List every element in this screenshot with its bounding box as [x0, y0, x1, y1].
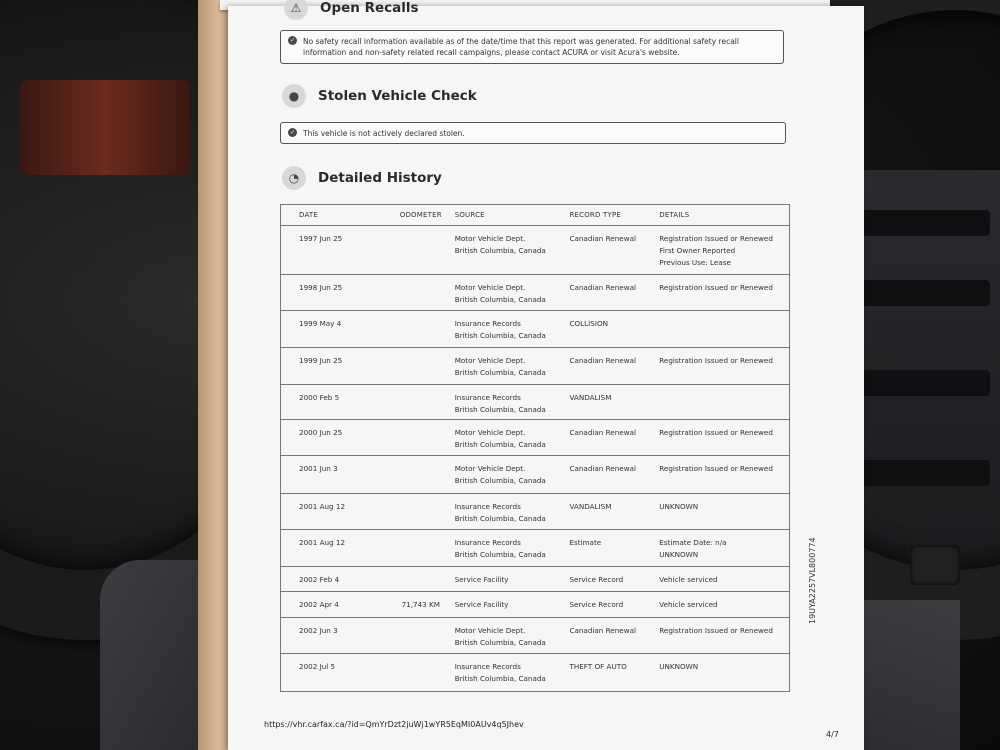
cell-source: [455, 618, 570, 653]
cell-source: [455, 385, 570, 419]
cell-odometer: [387, 275, 455, 310]
cell-details: [659, 530, 789, 566]
wood-trim: [20, 80, 190, 175]
footer-url: https://vhr.carfax.ca/?id=QmYrDzt2juWj1wYR5EqMI0AUv4q5Jhev: [264, 720, 524, 729]
table-row: [281, 654, 789, 692]
table-row: [281, 226, 789, 275]
history-table: [280, 204, 790, 692]
page-number: 4/7: [826, 730, 839, 739]
source-line: Insurance Records: [454, 393, 521, 402]
detail-line: Vehicle serviced: [659, 575, 718, 584]
source-line: British Columbia, Canada: [454, 638, 546, 647]
cell-details: [659, 385, 789, 419]
recalls-notice: ✓ No safety recall information available as of the date/time that this report was generated. For additional safety recall information and non-safety related recall campaigns, please contact ACURA or visit Acura's website.: [280, 30, 784, 64]
source-line: British Columbia, Canada: [454, 674, 546, 683]
cell-details: [659, 618, 789, 653]
cell-source: [455, 348, 570, 384]
source-line: British Columbia, Canada: [454, 368, 546, 377]
source-line: Motor Vehicle Dept.: [454, 626, 526, 635]
detail-line: UNKNOWN: [659, 550, 699, 559]
cell-record-type: VANDALISM: [569, 502, 612, 511]
cell-record-type: Canadian Renewal: [569, 464, 636, 473]
recall-icon: ⚠: [284, 0, 308, 20]
detail-line: Registration Issued or Renewed: [659, 234, 773, 243]
cell-details: [659, 275, 789, 310]
source-line: British Columbia, Canada: [454, 550, 546, 559]
table-row: [281, 420, 789, 456]
source-line: Insurance Records: [454, 502, 521, 511]
cell-date: 2002 Feb 4: [299, 575, 340, 584]
console-button: [910, 545, 960, 585]
col-date: DATE: [299, 211, 319, 219]
cell-details: [659, 348, 789, 384]
detail-line: UNKNOWN: [659, 502, 699, 511]
detail-line: Estimate Date: n/a: [659, 538, 727, 547]
cell-source: [455, 592, 570, 617]
table-row: [281, 494, 789, 530]
cell-source: [455, 456, 570, 493]
report-page: [228, 0, 864, 750]
source-line: British Columbia, Canada: [454, 295, 546, 304]
table-row: [281, 592, 789, 618]
cell-source: [455, 494, 570, 529]
cell-details: [659, 226, 789, 274]
source-line: Motor Vehicle Dept.: [454, 356, 526, 365]
source-line: Insurance Records: [454, 538, 521, 547]
source-line: Motor Vehicle Dept.: [454, 428, 526, 437]
check-circle-icon: ✓: [289, 37, 296, 44]
cell-source: [455, 420, 570, 455]
source-line: Motor Vehicle Dept.: [454, 464, 526, 473]
table-row: [281, 275, 789, 311]
cell-odometer: [387, 618, 455, 653]
cell-details: [659, 311, 789, 347]
col-record-type: RECORD TYPE: [569, 211, 622, 219]
cell-date: 2001 Aug 12: [299, 538, 346, 547]
cell-source: [455, 567, 570, 591]
col-odometer: ODOMETER: [399, 211, 442, 219]
cell-odometer: [387, 226, 455, 274]
source-line: Service Facility: [454, 600, 509, 609]
cell-source: [455, 311, 570, 347]
cell-record-type: COLLISION: [569, 319, 608, 328]
detail-line: Registration Issued or Renewed: [659, 428, 773, 437]
source-line: British Columbia, Canada: [454, 331, 546, 340]
cell-record-type: Canadian Renewal: [569, 283, 636, 292]
cell-details: [659, 592, 789, 617]
cell-details: [659, 420, 789, 455]
cell-record-type: Service Record: [569, 575, 624, 584]
table-row: [281, 530, 789, 567]
source-line: Service Facility: [454, 575, 509, 584]
detail-line: Vehicle serviced: [659, 600, 718, 609]
cell-odometer: [387, 348, 455, 384]
cell-date: 1997 Jun 25: [299, 234, 343, 243]
detail-line: Previous Use: Lease: [659, 258, 731, 267]
table-row: [281, 385, 789, 420]
cell-date: 2001 Aug 12: [299, 502, 346, 511]
person-icon: ●: [282, 84, 306, 108]
cell-details: [659, 494, 789, 529]
source-line: British Columbia, Canada: [454, 440, 546, 449]
source-line: Insurance Records: [454, 662, 521, 671]
cell-odometer: [387, 567, 455, 591]
check-circle-icon: ✓: [289, 129, 296, 136]
cell-record-type: Canadian Renewal: [569, 234, 636, 243]
detail-line: Registration Issued or Renewed: [659, 626, 773, 635]
cell-details: [659, 567, 789, 591]
cell-date: 2000 Jun 25: [299, 428, 343, 437]
source-line: British Columbia, Canada: [454, 514, 546, 523]
cell-odometer: [387, 654, 455, 691]
table-row: [281, 567, 789, 592]
cell-record-type: Canadian Renewal: [569, 626, 636, 635]
cell-source: [455, 275, 570, 310]
detail-line: UNKNOWN: [659, 662, 699, 671]
source-line: British Columbia, Canada: [454, 476, 546, 485]
source-line: British Columbia, Canada: [454, 405, 546, 414]
cell-date: 2001 Jun 3: [299, 464, 338, 473]
cell-odometer: [387, 494, 455, 529]
cell-date: 2000 Feb 5: [299, 393, 340, 402]
cell-date: 2002 Jun 3: [299, 626, 338, 635]
detail-line: Registration Issued or Renewed: [659, 464, 773, 473]
cell-record-type: Estimate: [569, 538, 602, 547]
cell-date: 1999 May 4: [299, 319, 342, 328]
cell-date: 2002 Apr 4: [299, 600, 339, 609]
source-line: British Columbia, Canada: [454, 246, 546, 255]
cell-odometer: [387, 456, 455, 493]
source-line: Motor Vehicle Dept.: [454, 283, 526, 292]
col-source: SOURCE: [454, 211, 485, 219]
cell-record-type: THEFT OF AUTO: [569, 662, 627, 671]
cell-odometer: [387, 311, 455, 347]
stolen-notice: ✓ This vehicle is not actively declared stolen.: [280, 122, 786, 144]
vin-number: 19UYA2257VL800774: [808, 537, 817, 624]
source-line: Motor Vehicle Dept.: [454, 234, 526, 243]
history-icon: ◔: [282, 166, 306, 190]
cell-record-type: VANDALISM: [569, 393, 612, 402]
table-row: [281, 348, 789, 385]
cell-record-type: Canadian Renewal: [569, 428, 636, 437]
cell-source: [455, 654, 570, 691]
cell-source: [455, 530, 570, 566]
cell-odometer: [387, 385, 455, 419]
cell-record-type: Service Record: [569, 600, 624, 609]
recalls-heading: ⚠ Open Recalls: [284, 0, 419, 20]
col-details: DETAILS: [659, 211, 690, 219]
table-row: [281, 311, 789, 348]
cell-odometer: [387, 530, 455, 566]
cell-date: 1999 Jun 25: [299, 356, 343, 365]
cell-odometer: [387, 420, 455, 455]
cell-source: [455, 226, 570, 274]
detail-line: Registration Issued or Renewed: [659, 356, 773, 365]
stolen-heading: ● Stolen Vehicle Check: [282, 84, 477, 108]
table-row: [281, 618, 789, 654]
cell-details: [659, 654, 789, 691]
detail-line: First Owner Reported: [659, 246, 736, 255]
history-heading: ◔ Detailed History: [282, 166, 442, 190]
cell-record-type: Canadian Renewal: [569, 356, 636, 365]
cell-odometer: 71,743 KM: [401, 600, 440, 609]
table-row: [281, 456, 789, 494]
detail-line: Registration Issued or Renewed: [659, 283, 773, 292]
source-line: Insurance Records: [454, 319, 521, 328]
cell-date: 1998 Jun 25: [299, 283, 343, 292]
table-header: [281, 205, 789, 226]
cell-details: [659, 456, 789, 493]
cell-date: 2002 Jul 5: [299, 662, 336, 671]
